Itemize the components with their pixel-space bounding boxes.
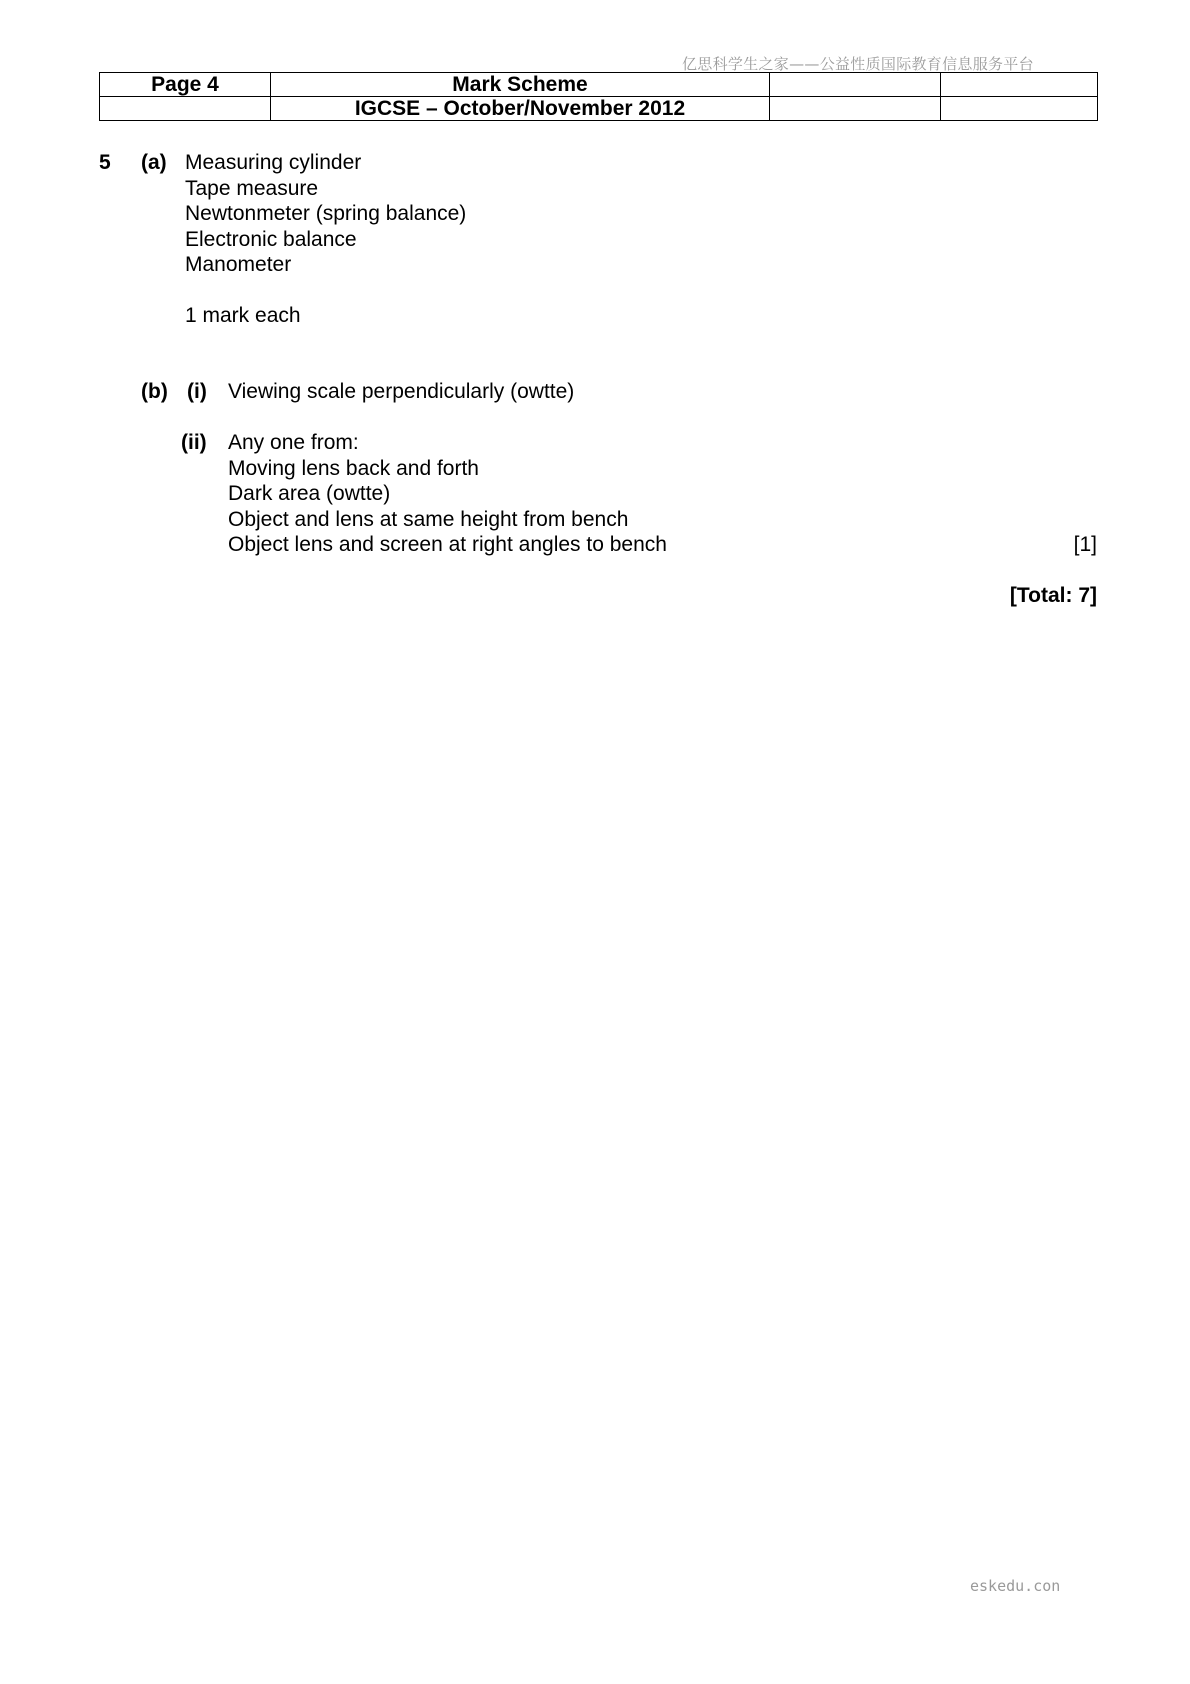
header-empty-cell	[770, 73, 941, 97]
header-empty-cell	[100, 97, 271, 121]
part-b-i-text: Viewing scale perpendicularly (owtte)	[228, 380, 575, 403]
part-b-ii-line: Object and lens at same height from bench	[228, 507, 629, 531]
header-empty-cell	[941, 97, 1098, 121]
part-a-label: (a)	[141, 151, 167, 174]
header-row-1	[100, 73, 1098, 97]
header-empty-cell	[770, 97, 941, 121]
part-a-line: Electronic balance	[185, 227, 357, 251]
part-a-line: Tape measure	[185, 176, 319, 200]
watermark-top-text: 亿思科学生之家——公益性质国际教育信息服务平台	[682, 55, 1034, 73]
part-b-ii-line: Any one from:	[228, 431, 359, 454]
header-row-2	[100, 97, 1098, 121]
part-b-ii-label: (ii)	[181, 431, 207, 454]
part-b-label: (b)	[141, 380, 168, 403]
part-a-line: Measuring cylinder	[185, 151, 362, 174]
part-b-ii-mark: [1]	[1073, 533, 1097, 556]
part-b-i-label: (i)	[187, 380, 207, 403]
part-a-line: Newtonmeter (spring balance)	[185, 202, 467, 225]
document-title: Mark Scheme	[271, 73, 770, 97]
part-a-note: 1 mark each	[185, 304, 301, 327]
part-a-line: Manometer	[185, 253, 292, 276]
watermark-bottom-text: eskedu.con	[970, 1577, 1061, 1595]
part-b-ii-line: Dark area (owtte)	[228, 482, 391, 505]
document-subtitle: IGCSE – October/November 2012	[271, 97, 770, 121]
total-marks: [Total: 7]	[1009, 584, 1097, 607]
header-empty-cell	[941, 73, 1098, 97]
question-number: 5	[99, 151, 111, 174]
part-b-ii-line: Moving lens back and forth	[228, 456, 479, 480]
header-table	[99, 72, 1098, 121]
part-b-ii-line: Object lens and screen at right angles to bench	[228, 533, 667, 556]
page-label: Page 4	[100, 73, 271, 97]
